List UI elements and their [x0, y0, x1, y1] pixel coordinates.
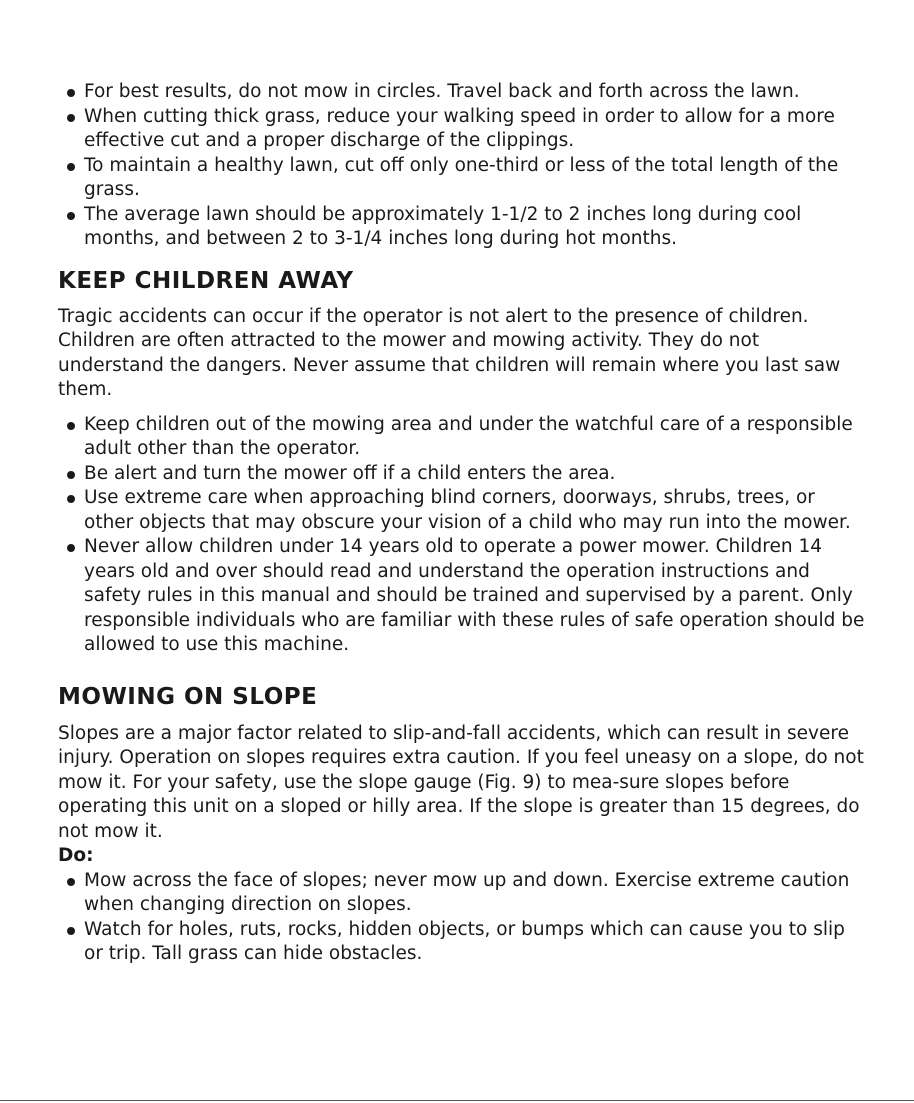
- list-item: To maintain a healthy lawn, cut off only one-third or less of the total length of the grass.: [58, 154, 868, 203]
- list-item: The average lawn should be approximately 1-1/2 to 2 inches long during cool months, and between 2 to 3-1/4 inches long during hot months.: [58, 203, 868, 252]
- list-item: When cutting thick grass, reduce your walking speed in order to allow for a more effective cut and a proper discharge of the clippings.: [58, 105, 868, 154]
- bullet-icon: [67, 471, 75, 479]
- bullet-icon: [67, 927, 75, 935]
- slope-do-list: [58, 869, 868, 967]
- section-heading-slope: MOWING ON SLOPE: [58, 683, 318, 710]
- slope-intro-paragraph: Slopes are a major factor related to slip-and-fall accidents, which can result in severe injury. Operation on slopes requires extra caution. If you feel uneasy on a slope, do not mow it. For your safety, use the slope gauge (Fig. 9) to mea-sure slopes before operating this unit on a sloped or hilly area. If the slope is greater than 15 degrees, do not mow it.: [58, 722, 864, 842]
- children-safety-list: [58, 413, 868, 658]
- list-item: Use extreme care when approaching blind corners, doorways, shrubs, trees, or other objects that may obscure your vision of a child who may run into the mower.: [58, 486, 868, 535]
- list-item: Never allow children under 14 years old to operate a power mower. Children 14 years old and over should read and understand the operation instructions and safety rules in this manual and should be trained and supervised by a parent. Only responsible individuals who are familiar with these rules of safe operation should be allowed to use this machine.: [58, 535, 868, 658]
- children-intro-paragraph: Tragic accidents can occur if the operator is not alert to the presence of children. Children are often attracted to the mower and mowing activity. They do not understand the dangers. Never assume that children will remain where you last saw them.: [58, 305, 841, 400]
- bullet-icon: [67, 422, 75, 430]
- list-item: Be alert and turn the mower off if a child enters the area.: [58, 462, 868, 487]
- bullet-icon: [67, 544, 75, 552]
- do-label: Do:: [58, 845, 94, 866]
- list-item: Watch for holes, ruts, rocks, hidden objects, or bumps which can cause you to slip or trip. Tall grass can hide obstacles.: [58, 918, 868, 967]
- list-item: Mow across the face of slopes; never mow up and down. Exercise extreme caution when changing direction on slopes.: [58, 869, 868, 918]
- section-heading-children: KEEP CHILDREN AWAY: [58, 267, 354, 294]
- mowing-tips-list: [58, 80, 868, 252]
- bullet-icon: [67, 212, 75, 220]
- bullet-icon: [67, 163, 75, 171]
- bullet-icon: [67, 495, 75, 503]
- list-item: For best results, do not mow in circles. Travel back and forth across the lawn.: [58, 80, 868, 105]
- manual-page: [58, 80, 868, 967]
- page-bottom-rule: [0, 1100, 914, 1101]
- list-item: Keep children out of the mowing area and under the watchful care of a responsible adult other than the operator.: [58, 413, 868, 462]
- bullet-icon: [67, 89, 75, 97]
- bullet-icon: [67, 114, 75, 122]
- bullet-icon: [67, 878, 75, 886]
